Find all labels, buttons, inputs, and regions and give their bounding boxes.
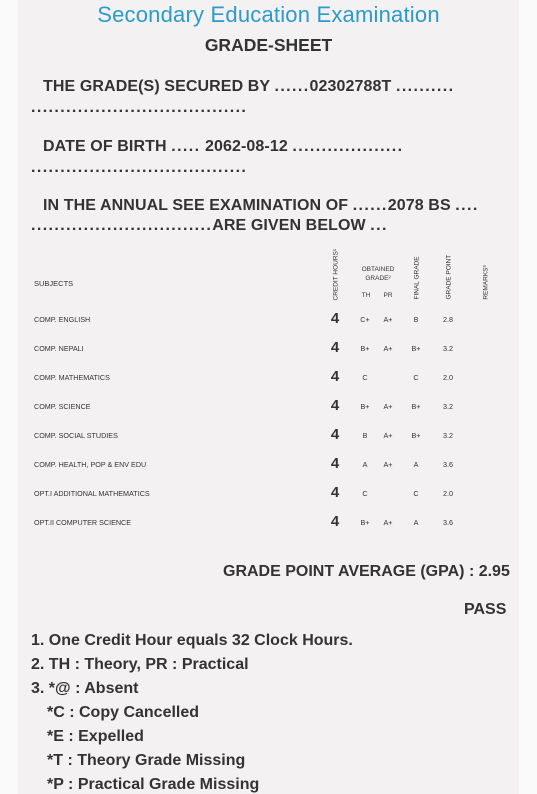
exam-line (43, 197, 479, 215)
header-obtained-grade: OBTAINED GRADE² (361, 266, 395, 282)
dot-leader: ............................... (31, 217, 213, 234)
grade-th: B+ (360, 518, 370, 527)
grade-point: 3.2 (443, 402, 453, 411)
secured-by-label: THE GRADE(S) SECURED BY (43, 78, 270, 95)
credit-hours: 4 (330, 368, 340, 385)
dot-line (31, 159, 247, 177)
grade-th: B+ (360, 344, 370, 353)
page-edge-right (519, 0, 537, 794)
grade-th: C+ (360, 315, 370, 324)
footnote: *P : Practical Grade Missing (47, 776, 260, 793)
credit-hours: 4 (330, 339, 340, 356)
subject-name: COMP. NEPALI (34, 344, 84, 353)
exam-title: Secondary Education Examination (97, 2, 440, 27)
exam-label: IN THE ANNUAL SEE EXAMINATION OF (43, 197, 349, 214)
grade-th: B+ (360, 402, 370, 411)
secured-by-line (43, 78, 454, 96)
dot-leader: ................... (292, 138, 404, 155)
footnote: *C : Copy Cancelled (47, 704, 200, 721)
given-below-label: ARE GIVEN BELOW (212, 217, 366, 234)
grade-point: 3.6 (443, 460, 453, 469)
grade-point: 3.6 (443, 518, 453, 527)
grade-pr: A+ (383, 460, 393, 469)
footnote: 2. TH : Theory, PR : Practical (31, 656, 249, 673)
final-grade: C (413, 489, 419, 498)
subject-name: COMP. SCIENCE (34, 402, 91, 411)
subject-name: OPT.II COMPUTER SCIENCE (34, 518, 132, 527)
given-below-line (31, 217, 388, 235)
page-edge-left (0, 0, 18, 794)
dot-leader: ... (370, 217, 388, 234)
dot-leader: ..................................... (31, 159, 248, 176)
footnote: 3. *@ : Absent (31, 680, 139, 697)
grade-pr: A+ (383, 315, 393, 324)
dob-value: 2062-08-12 (205, 138, 288, 155)
exam-year: 2078 BS (387, 197, 451, 214)
final-grade: B+ (411, 402, 421, 411)
subject-name: COMP. SOCIAL STUDIES (34, 431, 118, 440)
grade-pr: A+ (383, 431, 393, 440)
grade-point: 2.0 (443, 489, 453, 498)
dot-leader: ..................................... (31, 99, 248, 116)
grade-point: 3.2 (443, 344, 453, 353)
symbol-number: 02302788T (309, 78, 392, 95)
dot-leader: ...... (352, 197, 388, 214)
grade-pr: A+ (383, 518, 393, 527)
dot-leader: ...... (274, 78, 310, 95)
dot-leader: ..... (171, 138, 201, 155)
final-grade: B+ (411, 344, 421, 353)
subject-name: OPT.I ADDITIONAL MATHEMATICS (34, 489, 150, 498)
dot-leader: .... (455, 197, 479, 214)
header-pr: PR (383, 292, 393, 299)
sheet-title: GRADE-SHEET (204, 35, 333, 55)
grade-th: C (362, 489, 368, 498)
credit-hours: 4 (330, 426, 340, 443)
dob-line (43, 138, 403, 156)
grade-pr: A+ (383, 402, 393, 411)
grade-th: C (362, 373, 368, 382)
final-grade: B (413, 315, 419, 324)
gpa-line: GRADE POINT AVERAGE (GPA) : 2.95 (223, 563, 510, 580)
final-grade: C (413, 373, 419, 382)
credit-hours: 4 (330, 310, 340, 327)
credit-hours: 4 (330, 484, 340, 501)
footnote: *E : Expelled (47, 728, 144, 745)
dob-label: DATE OF BIRTH (43, 138, 167, 155)
grade-point: 2.0 (443, 373, 453, 382)
header-th: TH (361, 292, 371, 299)
footnote: 1. One Credit Hour equals 32 Clock Hours. (31, 632, 353, 649)
credit-hours: 4 (330, 397, 340, 414)
subject-name: COMP. ENGLISH (34, 315, 91, 324)
header-grade-point: GRADE POINT (445, 254, 453, 300)
header-credit-hours: CREDIT HOURS¹ (332, 248, 340, 301)
grade-point: 3.2 (443, 431, 453, 440)
subject-name: COMP. HEALTH, POP & ENV EDU (34, 460, 147, 469)
grade-pr: A+ (383, 344, 393, 353)
dot-line (31, 99, 247, 117)
header-final-grade: FINAL GRADE (413, 256, 421, 300)
credit-hours: 4 (330, 455, 340, 472)
grade-point: 2.8 (443, 315, 453, 324)
final-grade: B+ (411, 431, 421, 440)
header-remarks: REMARKS³ (482, 265, 490, 300)
grade-th: A (362, 460, 368, 469)
result-status: PASS (464, 601, 507, 618)
final-grade: A (413, 460, 419, 469)
credit-hours: 4 (330, 513, 340, 530)
grade-th: B (362, 431, 368, 440)
dot-leader: .......... (395, 78, 455, 95)
footnote: *T : Theory Grade Missing (47, 752, 246, 769)
header-subjects: SUBJECTS (34, 279, 74, 288)
final-grade: A (413, 518, 419, 527)
subject-name: COMP. MATHEMATICS (34, 373, 110, 382)
